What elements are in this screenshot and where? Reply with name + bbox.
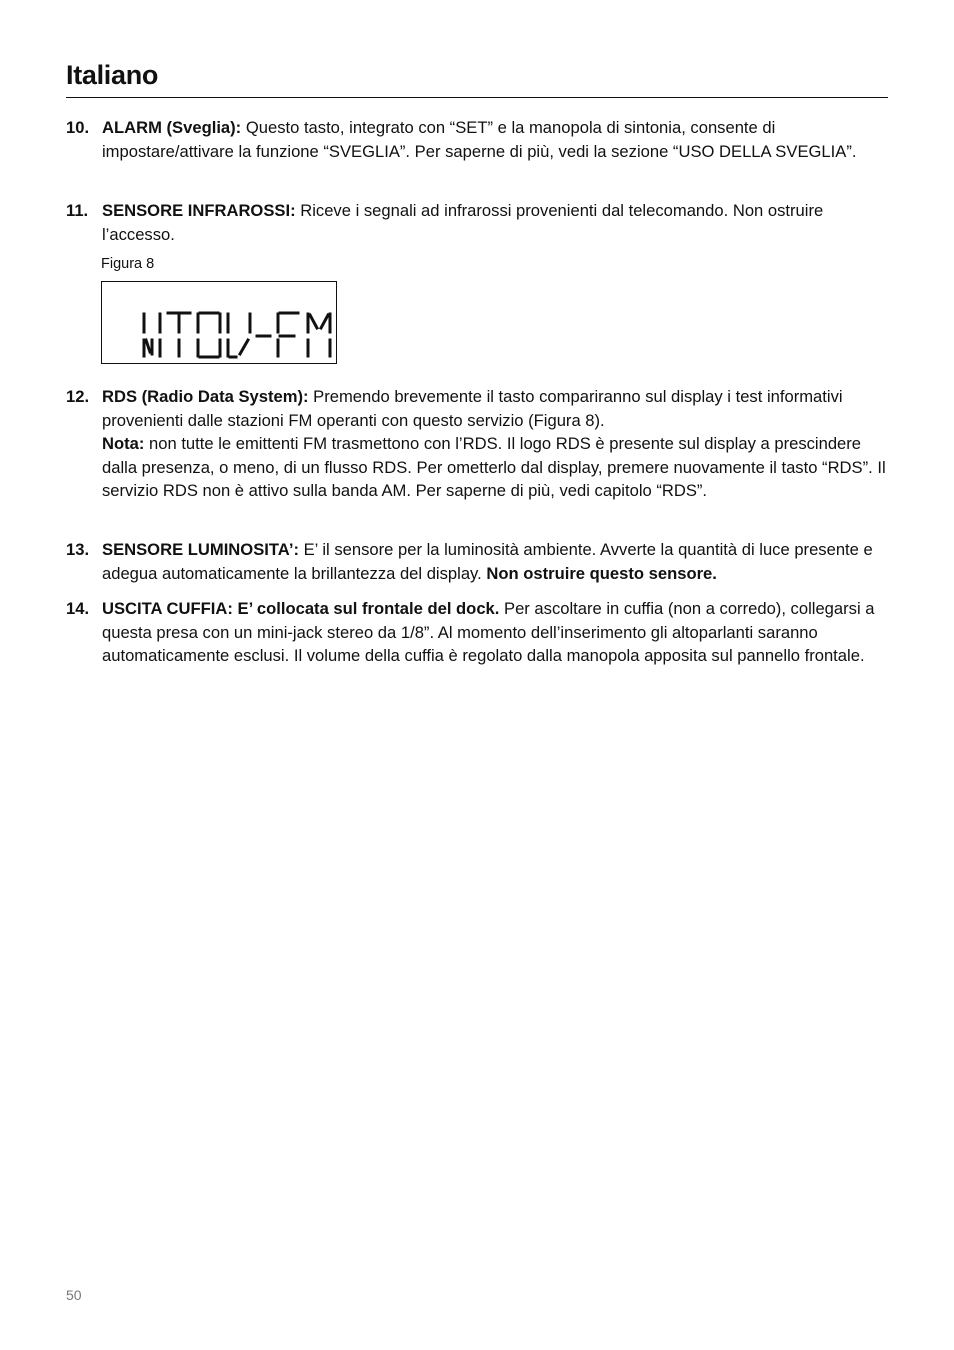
item-number: 10. xyxy=(66,118,90,137)
item-number: 11. xyxy=(66,201,89,220)
lcd-display-figure xyxy=(101,281,337,364)
note-label: Nota: xyxy=(102,434,145,453)
note-text: non tutte le emittenti FM trasmettono con l’RDS. Il logo RDS è presente sul display a prescindere dalla presenza, o meno, di un flusso RDS. Per ometterlo dal display, premere nuovamente il tasto “RDS”. Il servizio RDS non è attivo sulla banda AM. Per saperne di più, vedi capitolo “RDS”. xyxy=(102,434,886,500)
item-number: 13. xyxy=(66,540,90,559)
item-text: Questo tasto, integrato con “SET” e la manopola di sintonia, consente di impostare/attivare la funzione “SVEGLIA”. Per saperne di più, vedi la sezione “USO DELLA SVEGLIA”. xyxy=(102,118,857,161)
list-item-11 xyxy=(66,199,888,246)
item-bold-tail: Non ostruire questo sensore. xyxy=(486,563,717,583)
list-item-13 xyxy=(66,538,888,585)
list-item-14 xyxy=(66,597,888,668)
item-text: Per ascoltare in cuffia (non a corredo), collegarsi a questa presa con un mini-jack stereo da 1/8”. Al momento dell’inserimento gli altoparlanti saranno automaticamente esclusi. Il volume della cuffia è regolato dalla manopola apposita sul pannello frontale. xyxy=(102,599,875,665)
item-number: 12. xyxy=(66,387,90,406)
item-text: Riceve i segnali ad infrarossi provenienti dal telecomando. Non ostruire l’accesso. xyxy=(102,201,824,244)
item-label: USCITA CUFFIA: E’ collocata sul frontale del dock. xyxy=(102,599,500,618)
page-title: Italiano xyxy=(66,60,159,90)
item-label: RDS (Radio Data System): xyxy=(102,387,309,406)
item-text: E’ il sensore per la luminosità ambiente. Avverte la quantità di luce presente e adegua automaticamente la brillantezza del display. xyxy=(102,540,873,583)
item-label: SENSORE LUMINOSITA’: xyxy=(102,540,299,559)
item-text: Premendo brevemente il tasto compariranno sul display i test informativi provenienti dalle stazioni FM operanti con questo servizio (Figura 8). xyxy=(102,387,843,430)
lcd-display-text: WTOV-FM xyxy=(102,282,107,283)
list-item-12 xyxy=(66,385,888,503)
lcd-segment-text xyxy=(102,282,336,363)
page-number: 50 xyxy=(66,1287,82,1303)
figure-caption: Figura 8 xyxy=(101,256,155,272)
item-label: ALARM (Sveglia): xyxy=(102,118,242,137)
list-item-10 xyxy=(66,116,888,163)
title-divider xyxy=(66,97,888,98)
item-label: SENSORE INFRAROSSI: xyxy=(102,201,296,220)
item-number: 14. xyxy=(66,599,90,618)
